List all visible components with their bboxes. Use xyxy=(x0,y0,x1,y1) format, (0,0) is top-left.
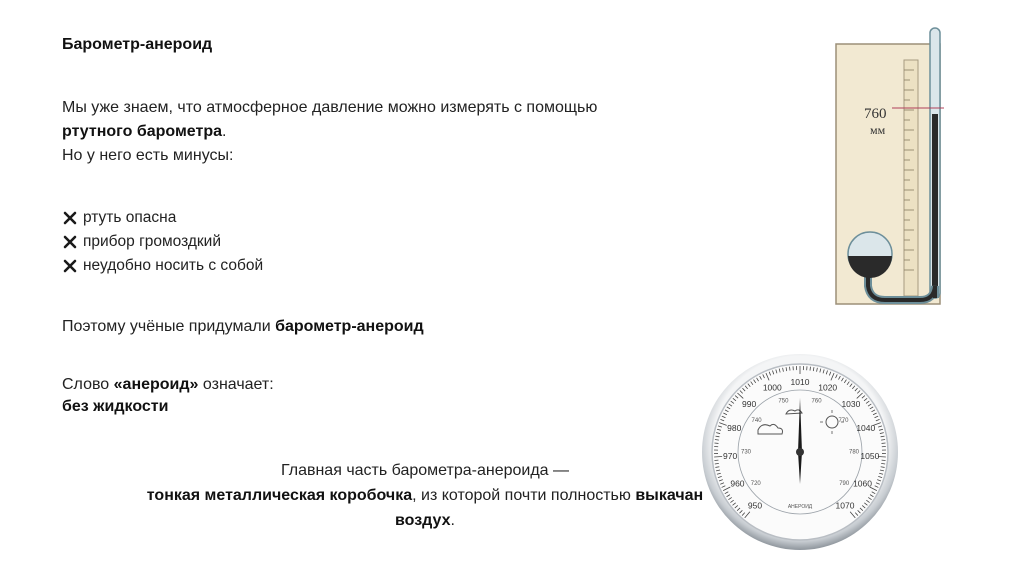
dial-inner-label: 750 xyxy=(778,398,789,405)
therefore-bold-term: барометр-анероид xyxy=(275,318,424,335)
dial-outer-label: 1040 xyxy=(856,423,876,434)
intro-paragraph xyxy=(62,96,662,168)
dial-outer-label: 960 xyxy=(730,478,745,489)
dial-outer-label: 1000 xyxy=(762,382,782,393)
dial-tick xyxy=(715,463,719,464)
dial-inner-label: 760 xyxy=(811,398,822,405)
dial-inner-label: 780 xyxy=(848,449,860,456)
dial-outer-label: 950 xyxy=(747,500,763,511)
word-meaning-bold: без жидкости xyxy=(62,398,169,415)
dial-inner-label: 730 xyxy=(740,449,752,456)
main-part-bold-1: тонкая металлическая коробочка xyxy=(146,487,413,504)
dial-inner-label: 720 xyxy=(750,480,761,487)
dial-inner-label: 740 xyxy=(751,417,762,424)
cons-item xyxy=(62,254,263,278)
therefore-text: Поэтому учёные придумали xyxy=(62,318,276,335)
slide-title: Барометр-анероид xyxy=(62,36,213,53)
dial-outer-label: 970 xyxy=(723,451,738,462)
therefore-paragraph xyxy=(62,316,424,338)
dial-outer-label: 990 xyxy=(741,398,757,409)
barometer-unit: мм xyxy=(870,123,886,137)
main-part-line-2 xyxy=(140,483,710,533)
main-part-mid: , из которой почти полностью xyxy=(412,487,636,504)
word-term: «анероид» xyxy=(113,376,199,393)
main-part-end: . xyxy=(450,512,455,529)
intro-line-1 xyxy=(62,96,662,144)
intro-text: Мы уже знаем, что атмосферное давление можно измерять с помощью xyxy=(62,99,598,116)
cons-item-label: прибор громоздкий xyxy=(83,233,222,250)
cons-list xyxy=(62,206,263,278)
maker-label: АНЕРОИД xyxy=(787,504,813,510)
barometer-reading: 760 xyxy=(864,106,887,122)
cons-item xyxy=(62,230,263,254)
intro-period: . xyxy=(221,123,227,140)
cross-icon xyxy=(62,210,78,226)
word-meaning xyxy=(62,396,274,418)
intro-line-2: Но у него есть минусы: xyxy=(62,147,234,164)
main-part-line-1: Главная часть барометра-анероида — xyxy=(280,462,570,479)
mercury-barometer-image xyxy=(830,24,950,306)
cross-icon xyxy=(62,234,78,250)
dial-outer-label: 1050 xyxy=(860,451,880,462)
word-prefix: Слово xyxy=(62,376,114,393)
dial-outer-label: 1070 xyxy=(835,500,855,511)
dial-outer-label: 1020 xyxy=(818,382,838,393)
dial-outer-label: 1060 xyxy=(853,478,873,489)
cross-icon xyxy=(62,258,78,274)
word-suffix: означает: xyxy=(198,376,274,393)
cons-item xyxy=(62,206,263,230)
cons-item-label: ртуть опасна xyxy=(83,209,177,226)
main-part-paragraph xyxy=(140,458,710,533)
dial-outer-label: 980 xyxy=(727,423,742,434)
main-part-bold-2: выкачан воздух xyxy=(395,487,704,529)
dial-outer-label: 1010 xyxy=(790,377,810,387)
dial-tick xyxy=(881,463,885,464)
dial-outer-label: 1030 xyxy=(841,398,861,409)
aneroid-barometer-image xyxy=(700,352,900,552)
cons-item-label: неудобно носить с собой xyxy=(83,257,264,274)
word-meaning-paragraph xyxy=(62,374,274,418)
intro-bold-term: ртутного барометра xyxy=(62,123,222,140)
word-line xyxy=(62,374,274,396)
dial-inner-label: 790 xyxy=(839,480,850,487)
dial-inner-label: 770 xyxy=(838,417,849,424)
